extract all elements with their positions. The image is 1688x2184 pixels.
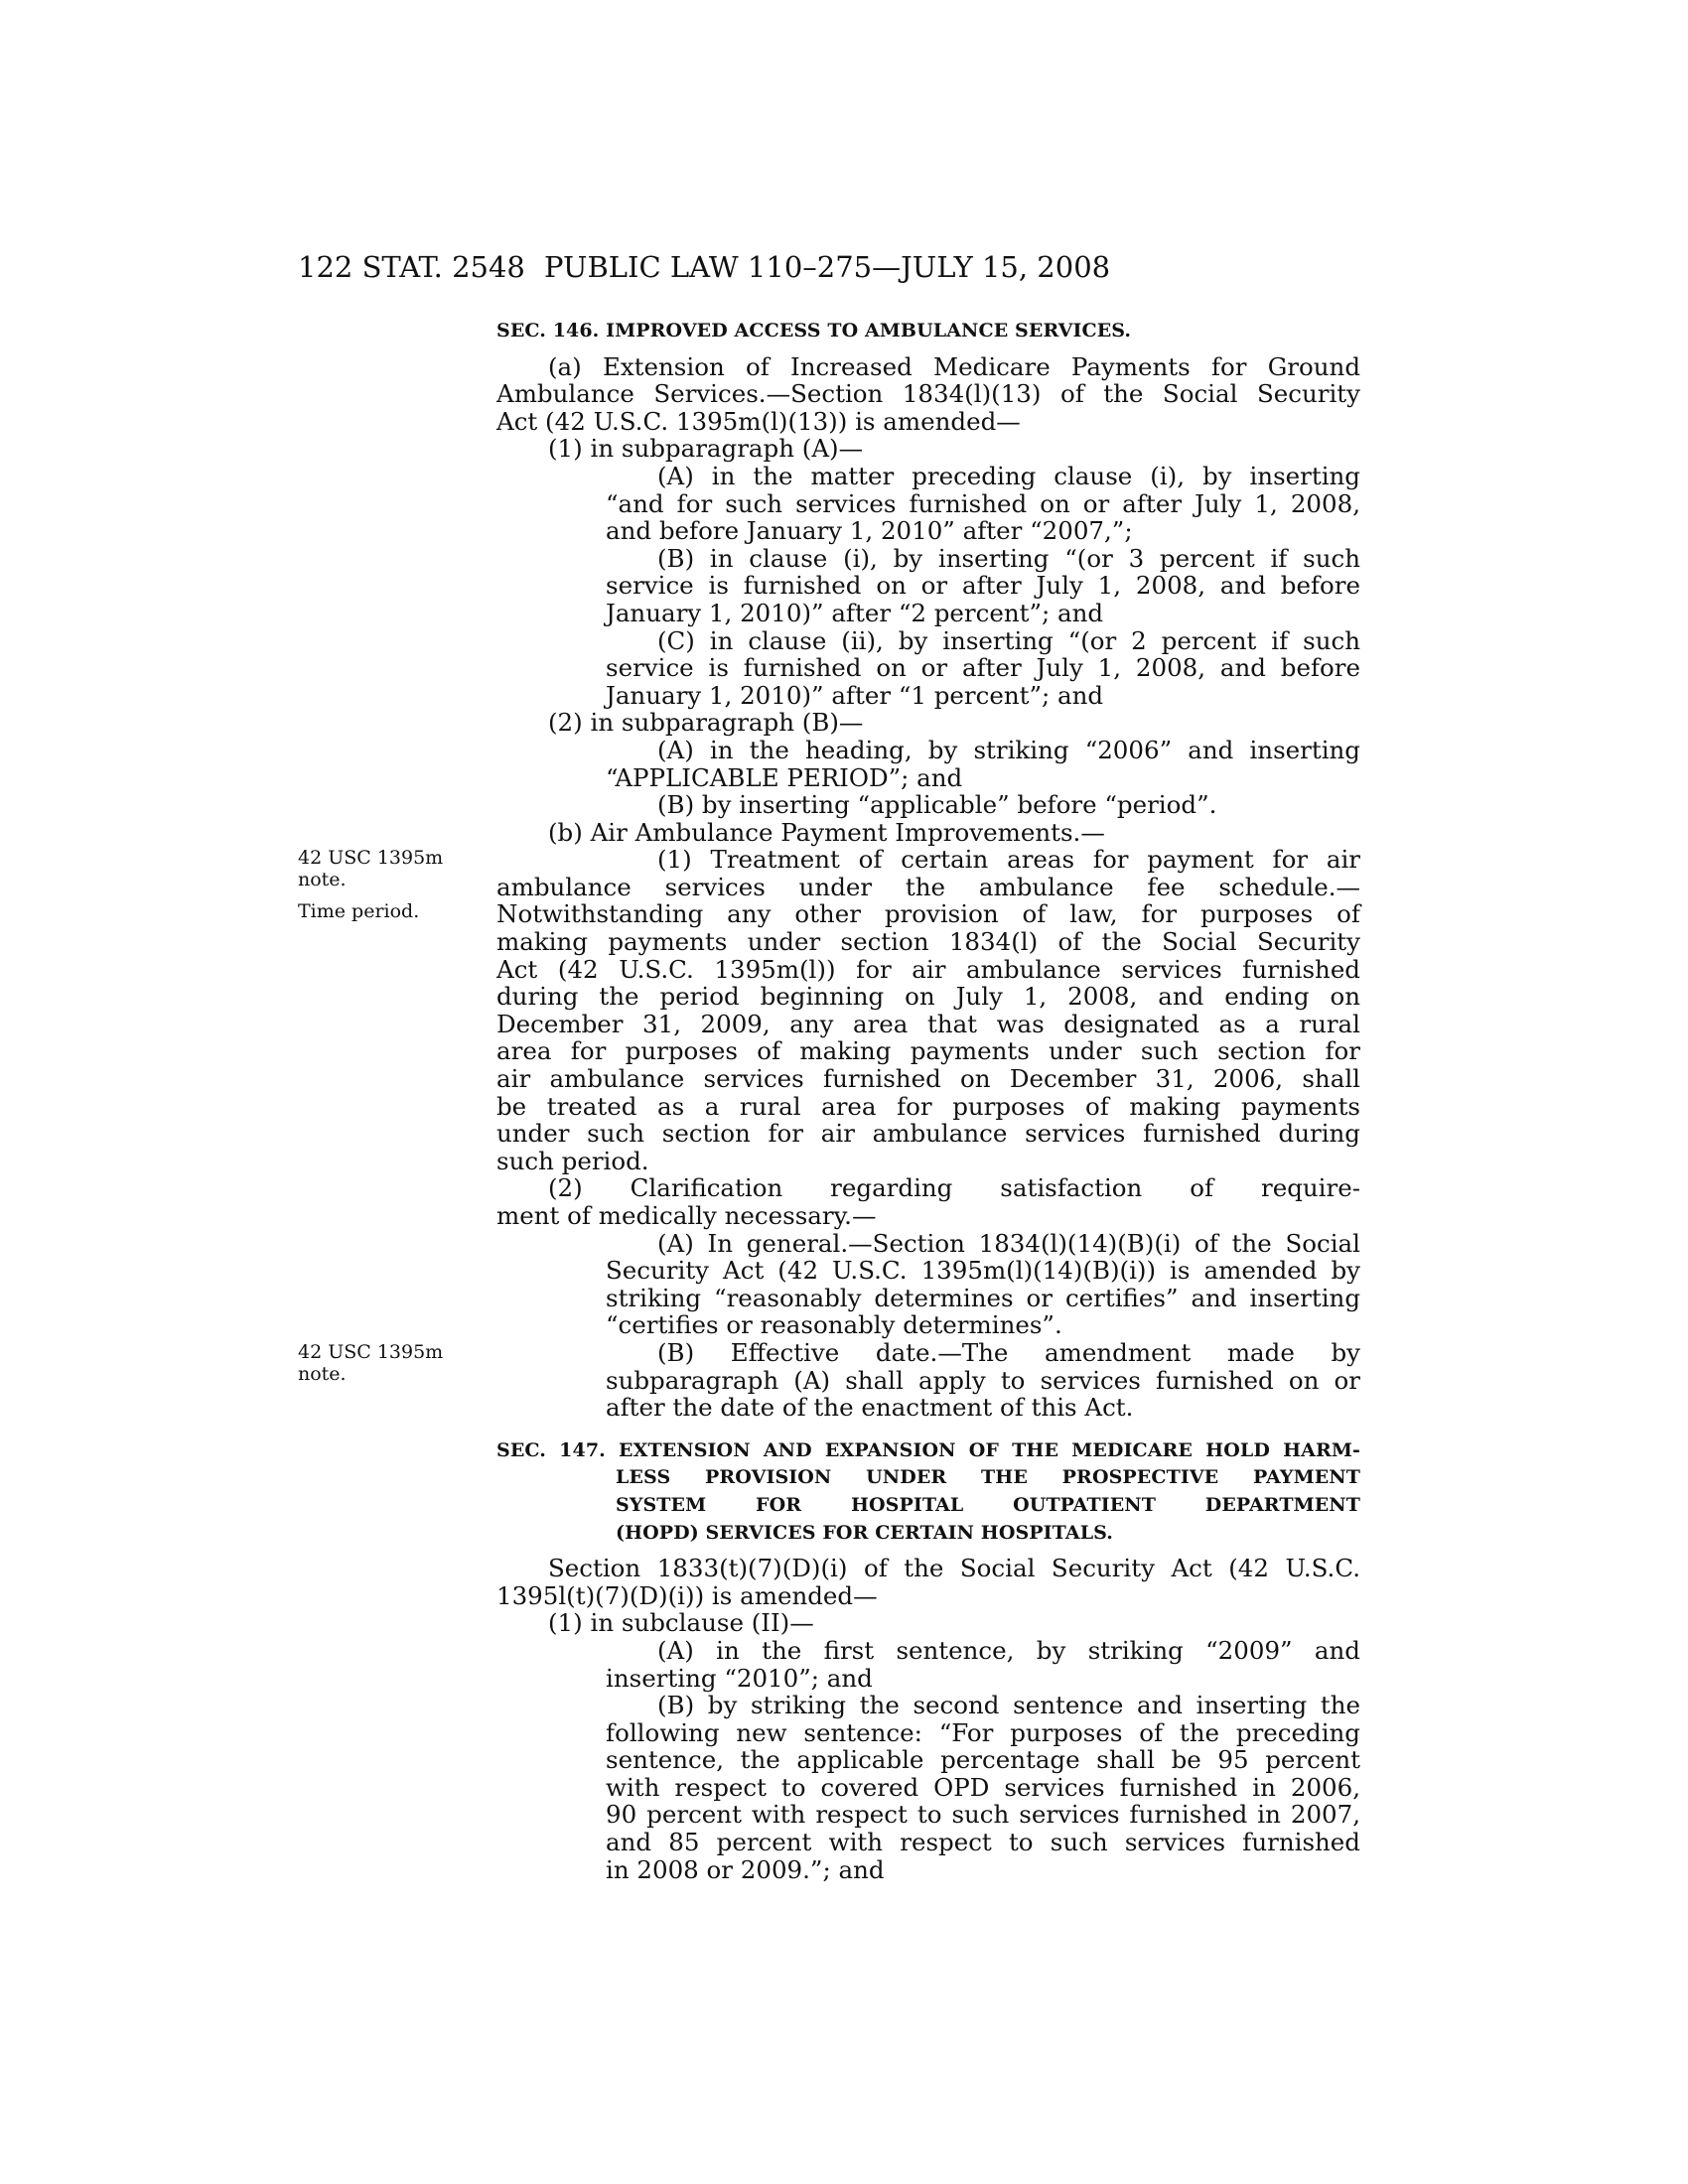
- text-line: during the period beginning on July 1, 2008, and ending on: [496, 982, 1360, 1012]
- text-line: making payments under section 1834(l) of the Social Security: [496, 927, 1360, 957]
- text-line: striking “reasonably determines or certifies” and inserting: [606, 1283, 1360, 1312]
- text-line: sentence, the applicable percentage shall be 95 percent: [606, 1745, 1360, 1775]
- text-line: January 1, 2010)” after “2 percent”; and: [606, 598, 1104, 627]
- text-line: “APPLICABLE PERIOD”; and: [606, 762, 963, 792]
- subparagraph: (C) in clause (ii), by inserting “(or 2 percent if such: [657, 625, 1360, 655]
- text-line: January 1, 2010)” after “1 percent”; and: [606, 680, 1104, 710]
- margin-note-citation: 42 USC 1395m note.: [298, 847, 444, 890]
- text-line: ambulance services under the ambulance fee schedule.—: [496, 872, 1360, 901]
- text-line: in 2008 or 2009.”; and: [606, 1854, 885, 1884]
- text-line: Security Act (42 U.S.C. 1395m(l)(14)(B)(i)) is amended by: [606, 1256, 1360, 1286]
- text-line: after the date of the enactment of this Act.: [606, 1393, 1134, 1423]
- section-heading: SYSTEM FOR HOSPITAL OUTPATIENT DEPARTMENT: [616, 1493, 1360, 1516]
- text-line: area for purposes of making payments under such section for: [496, 1036, 1360, 1066]
- text-line: air ambulance services furnished on December 31, 2006, shall: [496, 1064, 1360, 1094]
- subparagraph: (B) in clause (i), by inserting “(or 3 percent if such: [657, 543, 1360, 573]
- section-heading: LESS PROVISION UNDER THE PROSPECTIVE PAYMENT: [616, 1466, 1360, 1489]
- text-line: following new sentence: “For purposes of the preceding: [606, 1717, 1360, 1747]
- section-heading: SEC. 146. IMPROVED ACCESS TO AMBULANCE SERVICES.: [496, 320, 1132, 341]
- subparagraph: (B) by striking the second sentence and inserting the: [657, 1691, 1360, 1720]
- text-line: and before January 1, 2010” after “2007,”;: [606, 516, 1133, 546]
- margin-note-time-period: Time period.: [298, 900, 420, 922]
- text-line: such period.: [496, 1146, 649, 1175]
- subparagraph: (B) Effective date.—The amendment made by: [657, 1337, 1360, 1367]
- text-line: Section 1833(t)(7)(D)(i) of the Social Security Act (42 U.S.C.: [548, 1554, 1360, 1583]
- section-heading: (HOPD) SERVICES FOR CERTAIN HOSPITALS.: [616, 1521, 1114, 1544]
- paragraph: (1) in subclause (II)—: [548, 1608, 814, 1638]
- text-line: ment of medically necessary.—: [496, 1201, 877, 1230]
- subparagraph: (A) in the first sentence, by striking “2009” and: [657, 1635, 1360, 1665]
- text-line: 1395l(t)(7)(D)(i)) is amended—: [496, 1580, 878, 1610]
- text-line: under such section for air ambulance services furnished during: [496, 1119, 1360, 1149]
- document-body: [496, 318, 1360, 1883]
- margin-note-citation: 42 USC 1395m note.: [298, 1341, 444, 1385]
- text-line: Notwithstanding any other provision of law, for purposes of: [496, 899, 1360, 929]
- paragraph: (1) in subparagraph (A)—: [548, 434, 864, 464]
- text-line: be treated as a rural area for purposes of making payments: [496, 1091, 1360, 1121]
- text-line: 90 percent with respect to such services furnished in 2007,: [606, 1800, 1360, 1830]
- subparagraph: (B) by inserting “applicable” before “period”.: [657, 790, 1217, 820]
- page-title: PUBLIC LAW 110–275—JULY 15, 2008: [544, 250, 1111, 284]
- text-line: Act (42 U.S.C. 1395m(l)) for air ambulance services furnished: [496, 954, 1360, 984]
- page-reference: 122 STAT. 2548: [298, 250, 525, 284]
- subparagraph: (A) in the matter preceding clause (i), by inserting: [657, 461, 1360, 490]
- text-line: Ambulance Services.—Section 1834(l)(13) of the Social Security: [496, 379, 1360, 409]
- subparagraph: (A) in the heading, by striking “2006” and inserting: [657, 735, 1360, 764]
- text-line: with respect to covered OPD services furnished in 2006,: [606, 1772, 1360, 1802]
- text-line: “certifies or reasonably determines”.: [606, 1310, 1062, 1340]
- text-line: subparagraph (A) shall apply to services furnished on or: [606, 1365, 1360, 1395]
- text-line: and 85 percent with respect to such services furnished: [606, 1828, 1360, 1857]
- text-line: service is furnished on or after July 1, 2008, and before: [606, 571, 1360, 601]
- subsection-b: (b) Air Ambulance Payment Improvements.—: [548, 817, 1105, 847]
- text-line: inserting “2010”; and: [606, 1663, 873, 1693]
- text-line: service is furnished on or after July 1, 2008, and before: [606, 653, 1360, 683]
- subparagraph: (A) In general.—Section 1834(l)(14)(B)(i) of the Social: [657, 1228, 1360, 1258]
- paragraph: (2) Clarification regarding satisfaction of require-: [548, 1173, 1360, 1203]
- text-line: Act (42 U.S.C. 1395m(l)(13)) is amended—: [496, 406, 1021, 436]
- text-line: “and for such services furnished on or after July 1, 2008,: [606, 488, 1360, 518]
- paragraph: (1) Treatment of certain areas for payment for air: [657, 845, 1360, 875]
- section-heading: SEC. 147. EXTENSION AND EXPANSION OF THE MEDICARE HOLD HARM-: [496, 1438, 1360, 1461]
- paragraph: (2) in subparagraph (B)—: [548, 708, 864, 738]
- subsection-a: (a) Extension of Increased Medicare Payments for Ground: [548, 351, 1360, 381]
- text-line: December 31, 2009, any area that was designated as a rural: [496, 1009, 1360, 1038]
